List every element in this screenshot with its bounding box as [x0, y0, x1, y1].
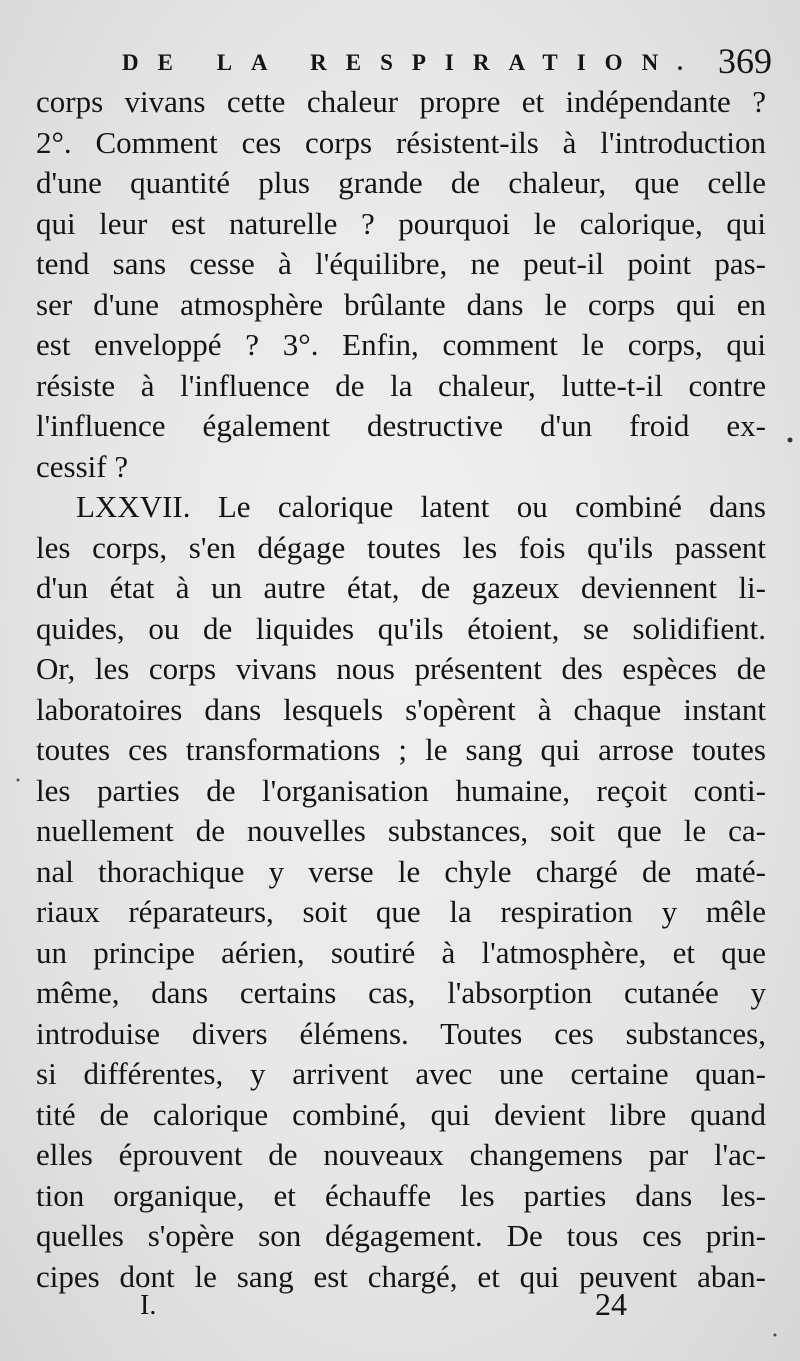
running-head: DE LA RESPIRATION. [122, 50, 702, 75]
text-line: quides, ou de liquides qu'ils étoient, se solidifient. [36, 610, 766, 646]
text-line: les parties de l'organisation humaine, reçoit conti- [36, 772, 766, 808]
text-line: quelles s'opère son dégagement. De tous ces prin- [36, 1218, 766, 1253]
text-line: cipes dont le sang est chargé, et qui peuvent aban- [36, 1258, 766, 1294]
gathering-number: 24 [595, 1286, 627, 1322]
text-line: qui leur est naturelle ? pourquoi le calorique, qui [36, 205, 766, 241]
page-number: 369 [718, 41, 772, 81]
text-line: introduise divers élémens. Toutes ces substances, [36, 1015, 766, 1051]
text-line: d'une quantité plus grande de chaleur, que celle [36, 165, 766, 200]
page-footer [140, 1286, 640, 1330]
text-line: même, dans certains cas, l'absorption cutanée y [36, 975, 766, 1010]
text-line: nuellement de nouvelles substances, soit que le ca- [36, 813, 766, 848]
text-line: laboratoires dans lesquels s'opèrent à chaque instant [36, 691, 766, 727]
text-line: est enveloppé ? 3°. Enfin, comment le corps, qui [36, 327, 766, 362]
text-line: Or, les corps vivans nous présentent des espèces de [36, 651, 766, 686]
text-line: tion organique, et échauffe les parties dans les- [36, 1177, 766, 1213]
text-line: riaux réparateurs, soit que la respiration y mêle [36, 894, 766, 929]
text-line: cessif ? [36, 448, 129, 484]
text-line: tend sans cesse à l'équilibre, ne peut-il point pas- [36, 246, 766, 281]
text-line: si différentes, y arrivent avec une certaine quan- [36, 1056, 766, 1091]
ink-speck [17, 779, 20, 782]
text-line: corps vivans cette chaleur propre et indépendante ? [36, 84, 766, 119]
text-line: résiste à l'influence de la chaleur, lutte-t-il contre [36, 367, 766, 403]
text-line: l'influence également destructive d'un froid ex- [36, 408, 766, 443]
text-line: tité de calorique combiné, qui devient libre quand [36, 1096, 766, 1132]
section-heading-line: LXXVII. Le calorique latent ou combiné dans [76, 489, 766, 524]
text-line: nal thorachique y verse le chyle chargé de maté- [36, 853, 766, 889]
text-line: elles éprouvent de nouveaux changemens par l'ac- [36, 1137, 766, 1172]
text-line: 2°. Comment ces corps résistent-ils à l'introduction [36, 124, 766, 160]
signature-mark: I. [140, 1290, 157, 1321]
ink-speck [774, 1334, 777, 1337]
text-line: d'un état à un autre état, de gazeux deviennent li- [36, 570, 766, 605]
ink-speck [788, 438, 793, 443]
text-line: les corps, s'en dégage toutes les fois qu'ils passent [36, 529, 766, 565]
text-line: un principe aérien, soutiré à l'atmosphère, et que [36, 934, 766, 970]
text-line: toutes ces transformations ; le sang qui arrose toutes [36, 732, 766, 767]
text-line: ser d'une atmosphère brûlante dans le corps qui en [36, 286, 766, 322]
body-text [36, 82, 766, 1297]
